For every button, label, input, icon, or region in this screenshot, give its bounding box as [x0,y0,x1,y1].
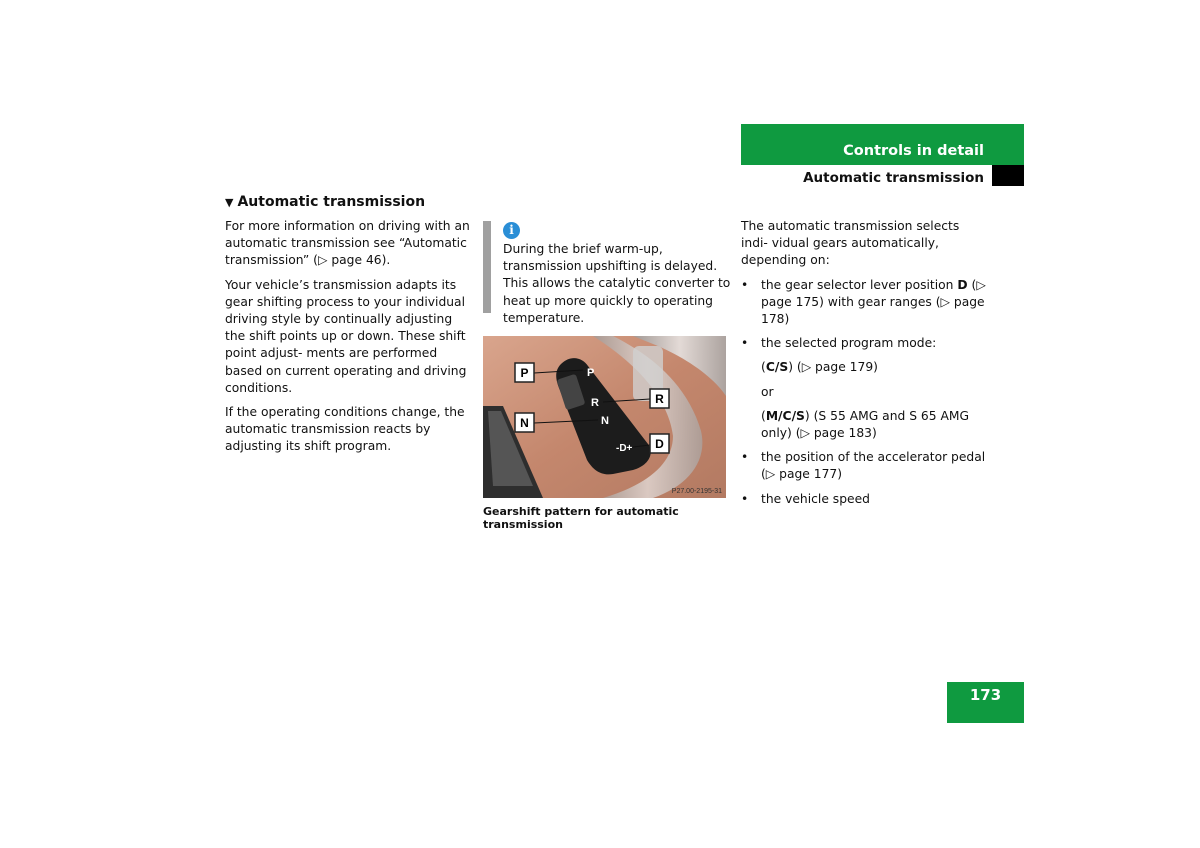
program-mode-cs: (C/S) (▷ page 179) [761,360,878,375]
subsection-marker [992,165,1024,186]
bullet: • [741,450,749,465]
list-item: • the vehicle speed [741,491,986,508]
intro-text: The automatic transmission selects indi- vidual gears automatically, depending on: [741,219,960,268]
subsection-title: Automatic transmission [803,170,984,186]
section-title: Controls in detail [843,143,984,159]
gate-p: P [587,367,595,379]
program-mode-mcs: (M/C/S) (S 55 AMG and S 65 AMG only) (▷ page 183) [761,408,970,441]
note-text: During the brief warm-up, transmission upshifting is delayed. This allows the catalytic converter to heat up more quickly to operating temperature. [503,242,731,325]
column-right [741,218,986,515]
gate-n: N [601,415,609,427]
factor-list [741,277,986,353]
bullet: • [741,277,749,292]
factor-list-continued [741,449,986,508]
article-heading-text: Automatic transmission [237,194,426,210]
triangle-down-icon: ▼ [225,196,234,209]
figure-caption: Gearshift pattern for automatic transmission [483,505,679,531]
label-d: D [655,437,664,451]
column-left [225,218,475,463]
or-text: or [761,384,774,399]
bullet: • [741,336,749,351]
list-item: • the position of the accelerator pedal (▷ page 177) [741,450,986,482]
section-header-bar [741,124,1024,165]
gearshift-photo [483,336,726,498]
page-number: 173 [947,682,1024,723]
gearshift-illustration [483,336,726,498]
bullet: • [741,491,749,506]
list-item: • the gear selector lever position D (▷ page 175) with gear ranges (▷ page 178) [741,277,986,327]
info-icon: i [503,222,520,239]
info-note [483,221,731,325]
paragraph-more-info: For more information on driving with an automatic transmission see “Automatic transmission” (▷ page 46). [225,219,470,268]
article-heading [225,194,425,210]
paragraph-adaptive-shifting: Your vehicle’s transmission adapts its gear shifting process to your individual driving style by continually adjusting the shift points up or down. These shift point adjust- ments are performed based on current operating and driving conditions. [225,277,467,395]
figure-code: P27.00-2195-31 [671,488,722,495]
label-n: N [520,416,529,430]
gate-d: -D+ [616,443,633,454]
label-p: P [520,366,529,380]
paragraph-conditions: If the operating conditions change, the automatic transmission reacts by adjusting its shift program. [225,405,465,454]
label-r: R [655,392,664,406]
gate-r: R [591,397,599,409]
list-item: • the selected program mode: [741,335,986,352]
note-bar [483,221,491,313]
